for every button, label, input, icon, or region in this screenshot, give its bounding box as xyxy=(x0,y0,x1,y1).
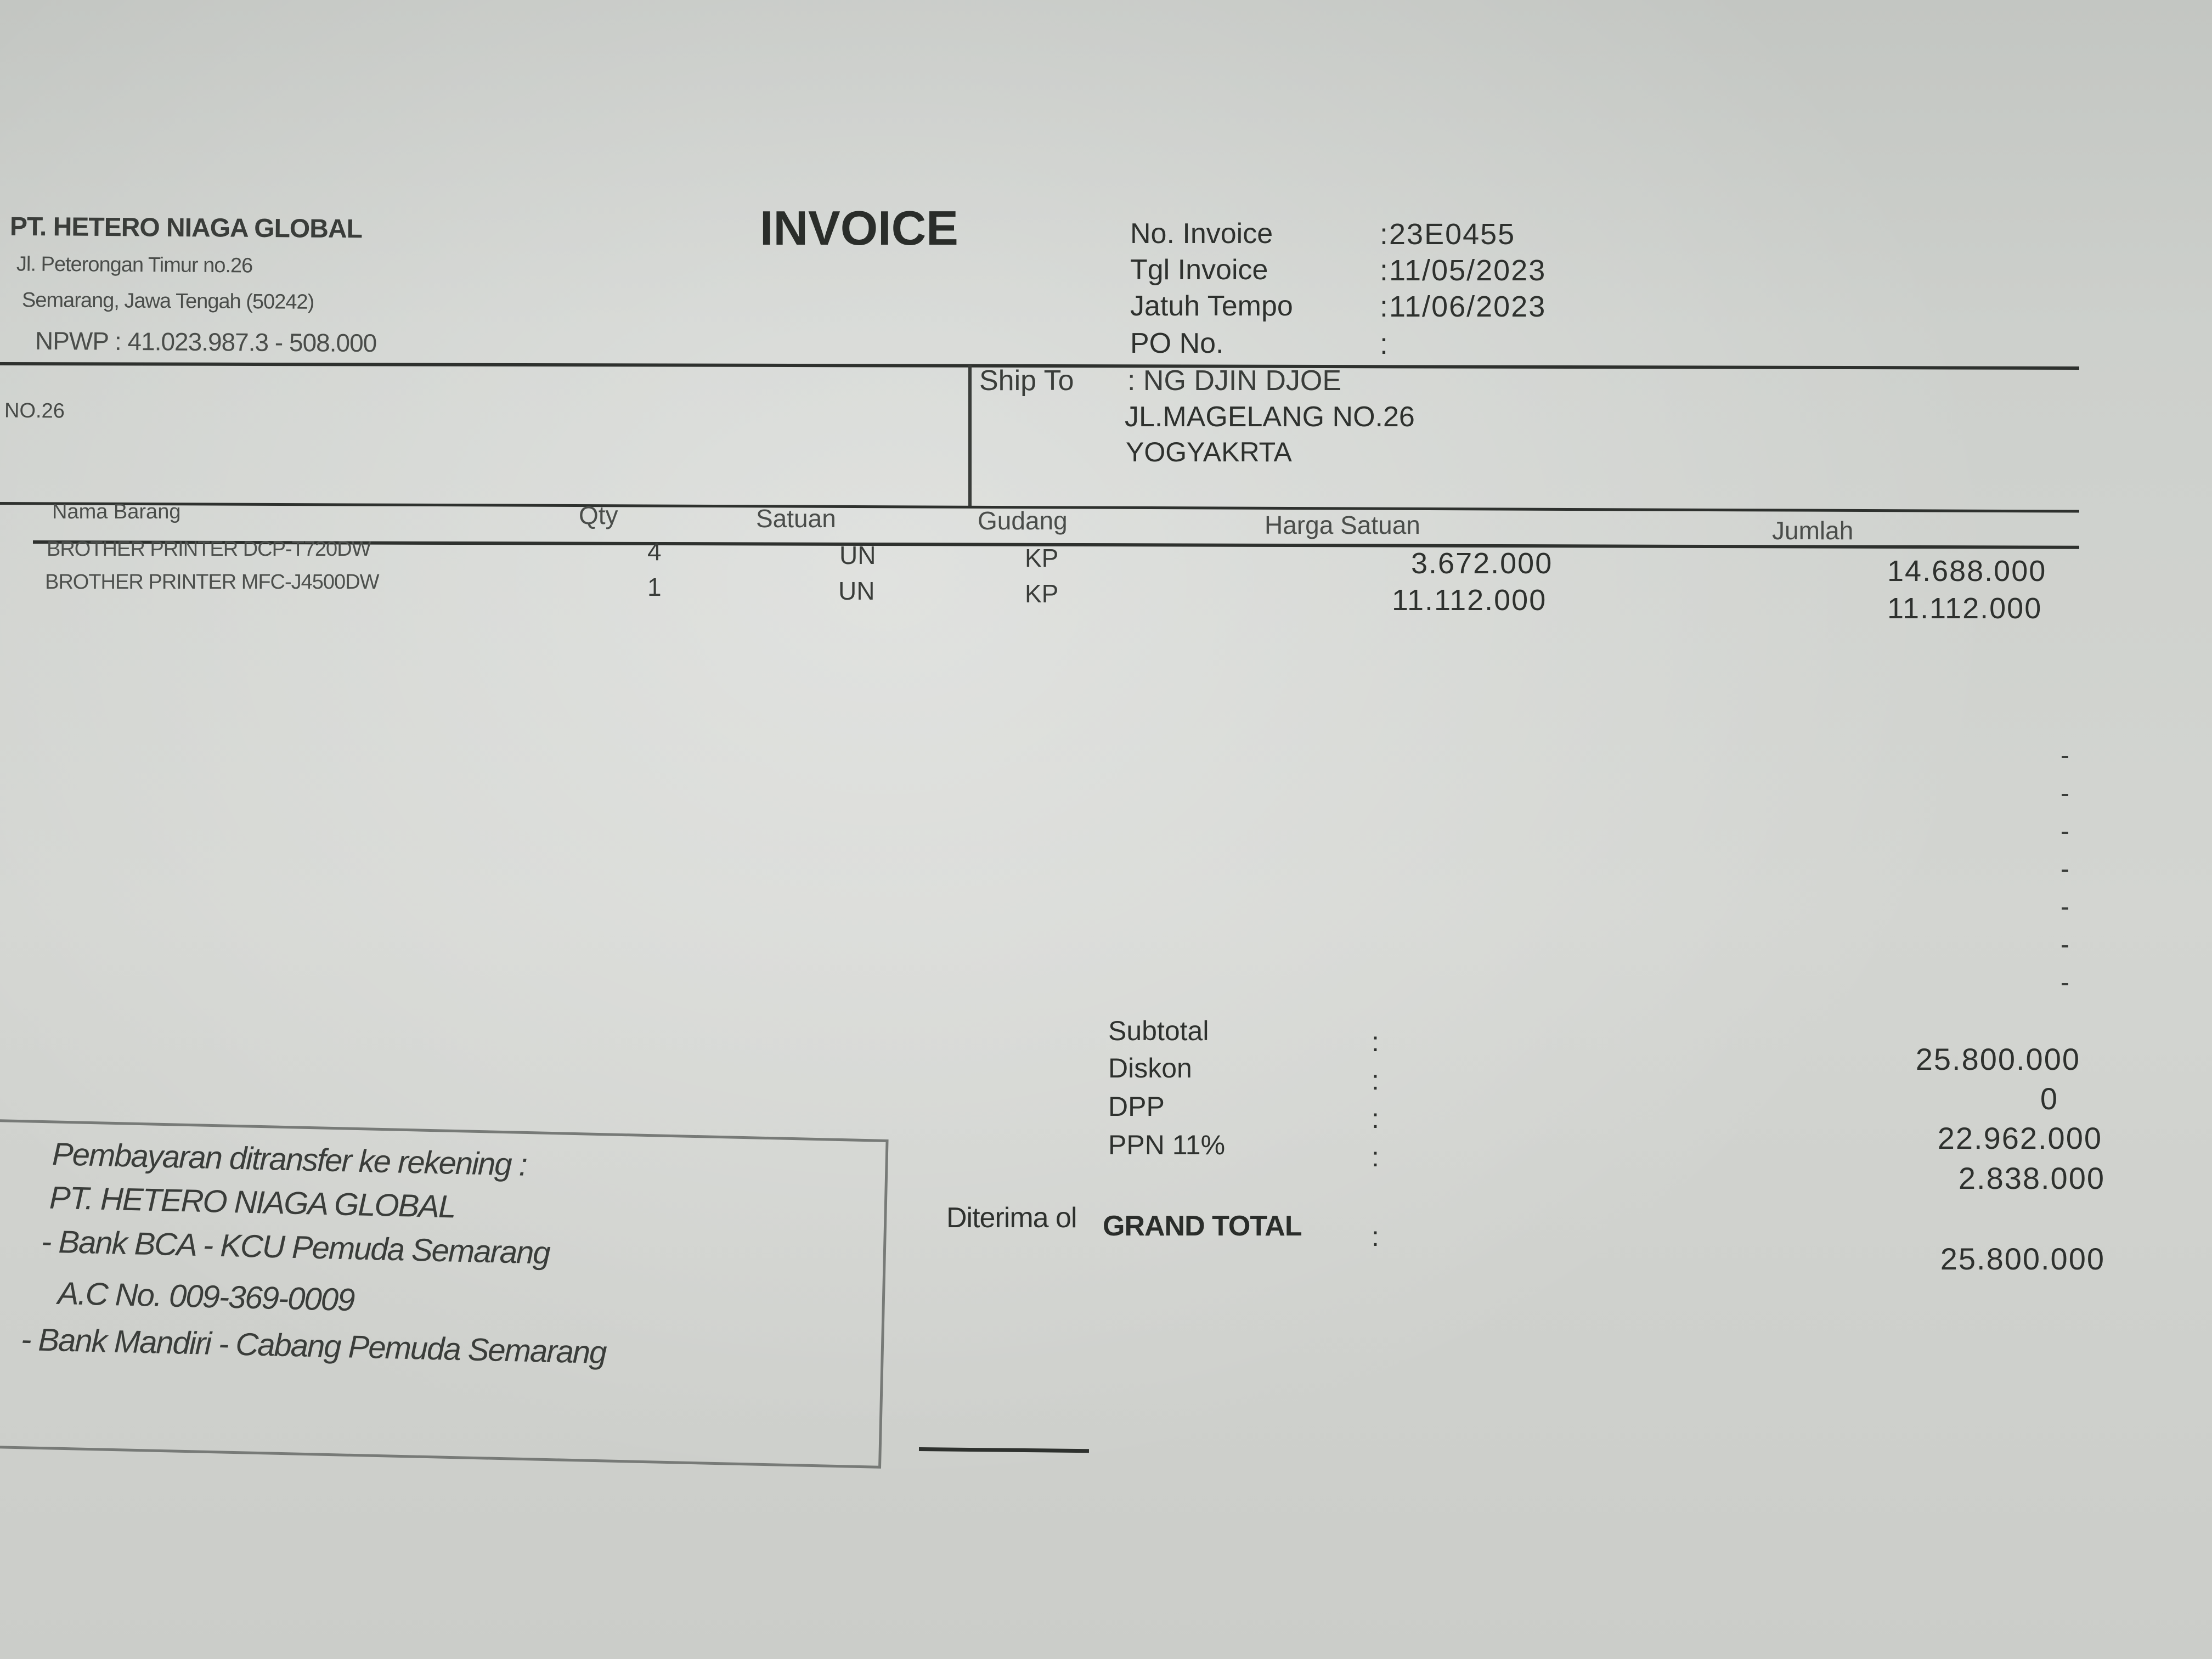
dash-mark xyxy=(2062,945,2068,947)
payment-bank-bca: - Bank BCA - KCU Pemuda Semarang xyxy=(41,1223,550,1271)
table-row-2-unit: UN xyxy=(838,577,875,605)
column-header-warehouse: Gudang xyxy=(978,506,1068,535)
dpp-value: 22.962.000 xyxy=(1937,1121,2102,1155)
subtotal-colon: : xyxy=(1372,1026,1379,1057)
payment-bank-mandiri: - Bank Mandiri - Cabang Pemuda Semarang xyxy=(20,1321,607,1371)
dash-mark xyxy=(2062,794,2068,796)
table-row-1-warehouse: KP xyxy=(1025,544,1059,572)
invoice-date-label: Tgl Invoice xyxy=(1130,254,1268,286)
table-row-1-item: BROTHER PRINTER DCP-T720DW xyxy=(47,538,371,561)
dash-mark xyxy=(2062,756,2068,758)
discount-value: 0 xyxy=(2040,1081,2058,1116)
ppn-colon: : xyxy=(1372,1142,1379,1172)
column-header-price: Harga Satuan xyxy=(1265,511,1420,539)
dash-mark xyxy=(2062,983,2068,985)
ship-to-name: : NG DJIN DJOE xyxy=(1127,365,1342,397)
discount-colon: : xyxy=(1372,1065,1379,1096)
invoice-date-value: :11/05/2023 xyxy=(1380,254,1547,287)
grand-total-value: 25.800.000 xyxy=(1940,1242,2105,1276)
column-header-unit: Satuan xyxy=(756,504,836,533)
company-name: PT. HETERO NIAGA GLOBAL xyxy=(9,212,363,244)
company-npwp: NPWP : 41.023.987.3 - 508.000 xyxy=(35,326,377,358)
table-row-2-amount: 11.112.000 xyxy=(1887,592,2042,625)
table-row-1-unit: UN xyxy=(839,541,876,569)
payment-account-number: A.C No. 009-369-0009 xyxy=(57,1275,355,1318)
signature-line xyxy=(919,1447,1089,1453)
bill-to-address: NO.26 xyxy=(4,399,65,423)
grand-total-label: GRAND TOTAL xyxy=(1103,1210,1302,1242)
discount-label: Diskon xyxy=(1108,1053,1192,1084)
column-header-qty: Qty xyxy=(579,501,618,529)
table-row-1-price: 3.672.000 xyxy=(1411,547,1553,580)
payment-account-name: PT. HETERO NIAGA GLOBAL xyxy=(49,1180,456,1225)
dpp-colon: : xyxy=(1372,1103,1379,1134)
payment-instruction: Pembayaran ditransfer ke rekening : xyxy=(52,1136,527,1183)
dash-mark xyxy=(2062,832,2068,834)
company-address-line-1: Jl. Peterongan Timur no.26 xyxy=(16,252,253,278)
table-row-2-qty: 1 xyxy=(647,573,662,601)
subtotal-value: 25.800.000 xyxy=(1915,1042,2080,1076)
table-row-2-price: 11.112.000 xyxy=(1392,584,1547,617)
dpp-label: DPP xyxy=(1108,1091,1165,1122)
ppn-value: 2.838.000 xyxy=(1958,1161,2105,1195)
ship-to-address: JL.MAGELANG NO.26 xyxy=(1125,401,1415,433)
grand-total-colon: : xyxy=(1372,1221,1379,1252)
ship-to-label: Ship To xyxy=(979,365,1074,397)
table-row-2-item: BROTHER PRINTER MFC-J4500DW xyxy=(45,571,379,594)
due-date-value: :11/06/2023 xyxy=(1380,290,1547,323)
po-number-value: : xyxy=(1380,328,1390,360)
column-header-amount: Jumlah xyxy=(1772,516,1854,545)
due-date-label: Jatuh Tempo xyxy=(1130,290,1293,322)
ppn-label: PPN 11% xyxy=(1108,1130,1226,1160)
address-divider xyxy=(968,365,972,507)
dash-mark xyxy=(2062,870,2068,872)
subtotal-label: Subtotal xyxy=(1108,1015,1209,1046)
table-row-1-amount: 14.688.000 xyxy=(1887,555,2047,588)
table-row-1-qty: 4 xyxy=(647,537,662,566)
ship-to-city: YOGYAKRTA xyxy=(1126,437,1292,467)
column-header-item: Nama Barang xyxy=(52,500,181,523)
received-by-label: Diterima ol xyxy=(946,1202,1077,1234)
po-number-label: PO No. xyxy=(1130,328,1224,359)
document-title: INVOICE xyxy=(760,201,958,255)
table-row-2-warehouse: KP xyxy=(1025,579,1059,608)
company-address-line-2: Semarang, Jawa Tengah (50242) xyxy=(21,289,314,314)
dash-mark xyxy=(2062,907,2068,910)
invoice-number-label: No. Invoice xyxy=(1130,218,1273,250)
invoice-number-value: :23E0455 xyxy=(1380,218,1516,251)
